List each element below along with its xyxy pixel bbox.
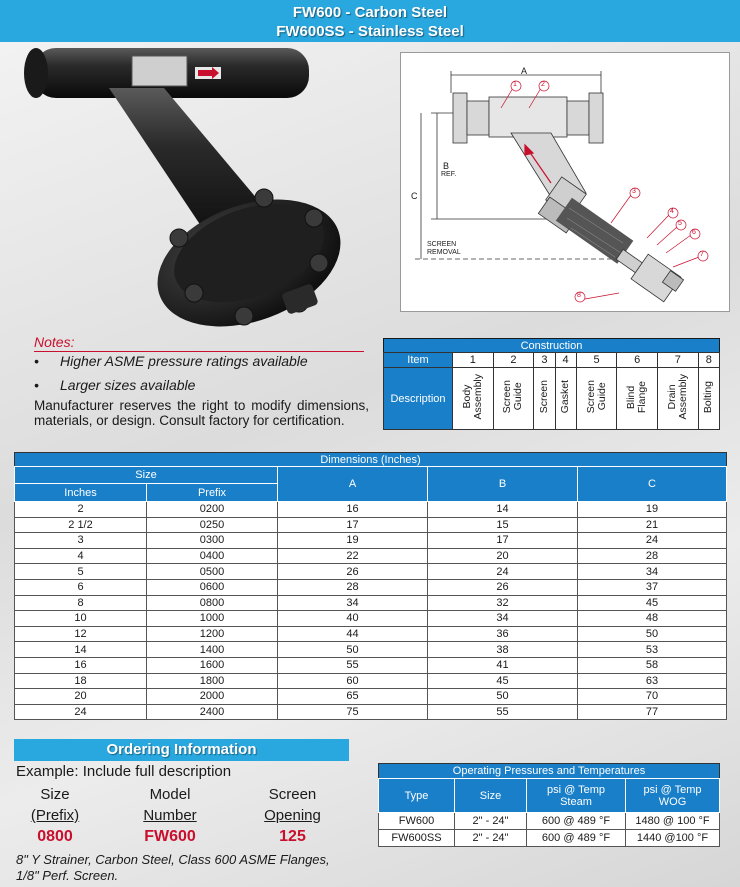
screen-removal-label-1: SCREEN [427,241,457,248]
cell-c: 50 [578,626,727,642]
cell-prefix: 0300 [147,533,278,549]
table-row [15,642,727,658]
cell-prefix: 2400 [147,704,278,720]
order-model-column [125,784,215,847]
note-item: • Higher ASME pressure ratings available [34,353,308,369]
table-row [15,533,727,549]
construction-table [383,338,720,430]
cell-c: 34 [578,564,727,580]
cell-b: 36 [428,626,578,642]
cell-size: 2" - 24" [455,830,527,847]
order-description [16,852,330,884]
cell-prefix: 1800 [147,673,278,689]
order-description-line: 8" Y Strainer, Carbon Steel, Class 600 ASME Flanges, [16,852,330,867]
cell-a: 75 [278,704,428,720]
table-row [15,611,727,627]
item-number: 5 [576,353,617,368]
item-number: 6 [617,353,658,368]
item-label: Item [384,353,453,368]
cell-b: 14 [428,502,578,518]
cell-a: 16 [278,502,428,518]
cell-prefix: 0400 [147,548,278,564]
part-description: Gasket [559,380,572,414]
part-description: Screen Guide [501,380,525,414]
cell-b: 24 [428,564,578,580]
order-screen-value: 125 [279,828,306,845]
dim-b-label: B [443,161,450,171]
table-row [15,502,727,518]
part-description: Screen [537,380,550,414]
cell-prefix: 0800 [147,595,278,611]
table-row [15,548,727,564]
table-row [15,517,727,533]
cell-a: 17 [278,517,428,533]
notes-title: Notes: [34,334,364,352]
callout-7: 7 [700,251,704,258]
cell-c: 21 [578,517,727,533]
order-size-column [20,784,90,847]
callout-1: 1 [513,81,517,88]
cell-inches: 12 [15,626,147,642]
cell-type: FW600 [379,813,455,830]
cell-b: 45 [428,673,578,689]
title-stainless-steel: FW600SS - Stainless Steel [276,23,464,40]
cell-prefix: 1400 [147,642,278,658]
cell-b: 41 [428,657,578,673]
column-header-prefix: Prefix [147,484,278,502]
table-row [15,564,727,580]
item-number: 8 [698,353,719,368]
cell-inches: 14 [15,642,147,658]
column-header-wog: psi @ Temp WOG [626,779,720,813]
table-row [379,830,720,847]
order-size-value: 0800 [37,828,73,845]
table-row [15,595,727,611]
cell-c: 77 [578,704,727,720]
cell-wog: 1480 @ 100 °F [626,813,720,830]
cell-c: 53 [578,642,727,658]
cell-inches: 10 [15,611,147,627]
cell-inches: 6 [15,579,147,595]
cell-a: 50 [278,642,428,658]
callout-6: 6 [692,229,696,236]
callout-2: 2 [541,81,545,88]
cell-prefix: 0200 [147,502,278,518]
order-column-title: Screen [268,786,317,803]
note-item: • Larger sizes available [34,377,196,393]
screen-removal-label-2: REMOVAL [427,249,461,256]
cell-a: 34 [278,595,428,611]
dim-c-label: C [411,191,418,201]
note-text: Larger sizes available [60,377,196,393]
product-photo [14,48,384,330]
cell-inches: 16 [15,657,147,673]
column-header-type: Type [379,779,455,813]
cell-c: 24 [578,533,727,549]
cell-prefix: 2000 [147,689,278,705]
order-column-title: Model [149,786,191,803]
cell-a: 28 [278,579,428,595]
part-description: Bolting [702,380,715,414]
part-description: Body Assembly [460,374,484,420]
cell-a: 55 [278,657,428,673]
cell-prefix: 0600 [147,579,278,595]
order-column-title: Size [40,786,70,803]
order-description-line: 1/8" Perf. Screen. [16,868,119,883]
cell-b: 34 [428,611,578,627]
cell-c: 28 [578,548,727,564]
cell-b: 55 [428,704,578,720]
item-number: 2 [493,353,534,368]
cell-inches: 18 [15,673,147,689]
cell-prefix: 1600 [147,657,278,673]
cell-type: FW600SS [379,830,455,847]
column-header-steam: psi @ Temp Steam [527,779,626,813]
column-header-c: C [578,467,727,502]
cell-a: 44 [278,626,428,642]
table-row [15,689,727,705]
technical-diagram [400,52,730,312]
dimensions-title: Dimensions (Inches) [15,453,727,467]
cell-b: 15 [428,517,578,533]
order-model-value: FW600 [144,828,196,845]
column-header-size: Size [455,779,527,813]
cell-b: 20 [428,548,578,564]
cell-c: 45 [578,595,727,611]
callout-3: 3 [632,188,636,195]
cell-prefix: 1000 [147,611,278,627]
callout-5: 5 [678,220,682,227]
cell-c: 19 [578,502,727,518]
cell-a: 26 [278,564,428,580]
page-header [0,0,740,42]
cell-a: 22 [278,548,428,564]
ordering-title: Ordering Information [14,739,349,761]
order-screen-column [250,784,335,847]
cell-steam: 600 @ 489 °F [527,813,626,830]
column-header-inches: Inches [15,484,147,502]
part-description: Screen Guide [584,380,608,414]
order-column-subtitle: Number [143,807,197,824]
cell-b: 50 [428,689,578,705]
cell-c: 37 [578,579,727,595]
cell-prefix: 0250 [147,517,278,533]
cell-a: 40 [278,611,428,627]
cell-c: 48 [578,611,727,627]
cell-inches: 3 [15,533,147,549]
construction-items-row [384,353,720,368]
title-carbon-steel: FW600 - Carbon Steel [292,4,448,21]
cell-wog: 1440 @100 °F [626,830,720,847]
cell-b: 26 [428,579,578,595]
cell-inches: 24 [15,704,147,720]
column-header-b: B [428,467,578,502]
construction-title: Construction [384,339,720,353]
table-row [15,626,727,642]
table-row [379,813,720,830]
cell-prefix: 0500 [147,564,278,580]
cell-inches: 2 1/2 [15,517,147,533]
part-description: Blind Flange [625,380,649,414]
item-number: 7 [658,353,699,368]
cell-inches: 8 [15,595,147,611]
cell-prefix: 1200 [147,626,278,642]
dim-a-label: A [521,66,528,76]
cell-a: 60 [278,673,428,689]
cell-inches: 5 [15,564,147,580]
callout-8: 8 [577,292,581,299]
table-row [15,579,727,595]
description-label: Description [384,368,453,430]
cell-steam: 600 @ 489 °F [527,830,626,847]
size-header: Size [15,467,278,484]
item-number: 4 [555,353,576,368]
order-column-subtitle: Opening [264,807,321,824]
pressures-table [378,763,720,847]
dim-b-ref-label: REF. [441,171,457,178]
cell-a: 65 [278,689,428,705]
column-header-a: A [278,467,428,502]
order-column-subtitle: (Prefix) [30,807,80,824]
cell-c: 58 [578,657,727,673]
dimensions-table [14,452,727,720]
construction-description-row [384,368,720,430]
part-description: Drain Assembly [665,374,689,420]
disclaimer-text: Manufacturer reserves the right to modify dimensions, materials, or design. Consult factory for certification. [34,398,369,428]
cell-c: 70 [578,689,727,705]
table-row [15,704,727,720]
cell-b: 17 [428,533,578,549]
note-text: Higher ASME pressure ratings available [60,353,308,369]
cell-c: 63 [578,673,727,689]
item-number: 3 [534,353,555,368]
cell-inches: 20 [15,689,147,705]
callout-4: 4 [670,208,674,215]
cell-inches: 2 [15,502,147,518]
pressures-title: Operating Pressures and Temperatures [379,764,720,779]
table-row [15,673,727,689]
cell-b: 38 [428,642,578,658]
cell-a: 19 [278,533,428,549]
cell-size: 2" - 24" [455,813,527,830]
cell-b: 32 [428,595,578,611]
ordering-example: Example: Include full description [16,763,232,780]
cell-inches: 4 [15,548,147,564]
item-number: 1 [453,353,494,368]
table-row [15,657,727,673]
